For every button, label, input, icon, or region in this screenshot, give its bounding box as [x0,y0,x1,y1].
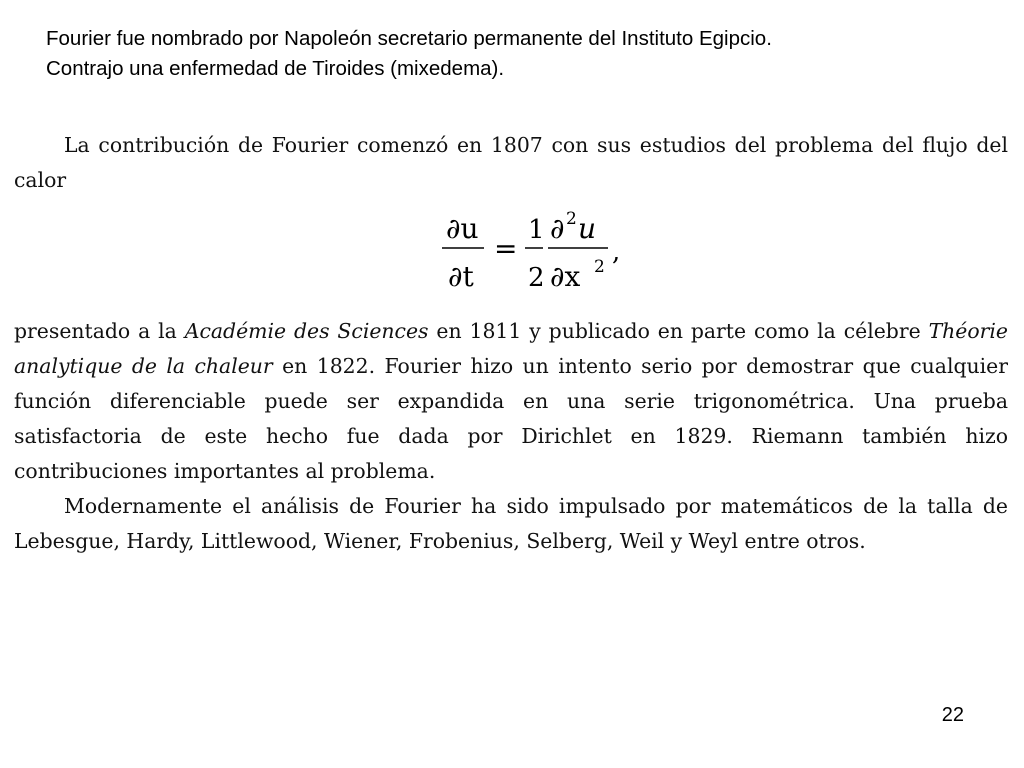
equals-sign: = [494,232,518,265]
heat-equation [14,198,1008,314]
paragraph-modern-analysis: Modernamente el análisis de Fourier ha sido impulsado por matemáticos de la talla de Lebesgue, Hardy, Littlewood, Wiener, Frobenius, Selberg, Weil y Weyl entre otros. [14,494,1008,553]
rhs-numerator-partial: ∂ [550,212,565,245]
page-number: 22 [941,704,964,726]
equation-comma: , [612,237,621,267]
paragraph2-mid: en 1811 y publicado en parte como la célebre [428,319,929,343]
theorie-title: Théorie analytique de la chaleur [14,319,1008,378]
paragraph-heat-flow: La contribución de Fourier comenzó en 1807 con sus estudios del problema del flujo del calor [14,133,1008,192]
rhs-denominator-exponent: 2 [594,257,605,277]
lhs-numerator: ∂u [446,212,479,245]
coef-denominator: 2 [528,263,545,293]
rhs-denominator-partial: ∂x [550,260,581,293]
coef-numerator: 1 [528,215,545,245]
paragraph-academie [14,314,1008,489]
academie-title: Académie des Sciences [184,319,429,343]
rhs-numerator-variable: u [578,212,597,245]
header-line-thyroid: Contrajo una enfermedad de Tiroides (mixedema). [46,57,505,80]
textbook-excerpt [14,128,1008,559]
slide-header [46,24,1006,84]
paragraph2-lead: presentado a la [14,319,185,343]
paragraph2-rest: en 1822. Fourier hizo un intento serio por demostrar que cualquier función diferenciable puede ser expandida en una serie trigonométrica. Una prueba satisfactoria de este hecho fue dada por Dirichlet en 1829. Riemann también hizo contribuciones importantes al problema. [14,354,1008,483]
rhs-numerator-exponent: 2 [566,209,577,229]
heat-equation-formula [428,202,628,306]
lhs-denominator: ∂t [448,260,474,293]
header-line-napoleon: Fourier fue nombrado por Napoleón secretario permanente del Instituto Egipcio. [46,27,772,50]
